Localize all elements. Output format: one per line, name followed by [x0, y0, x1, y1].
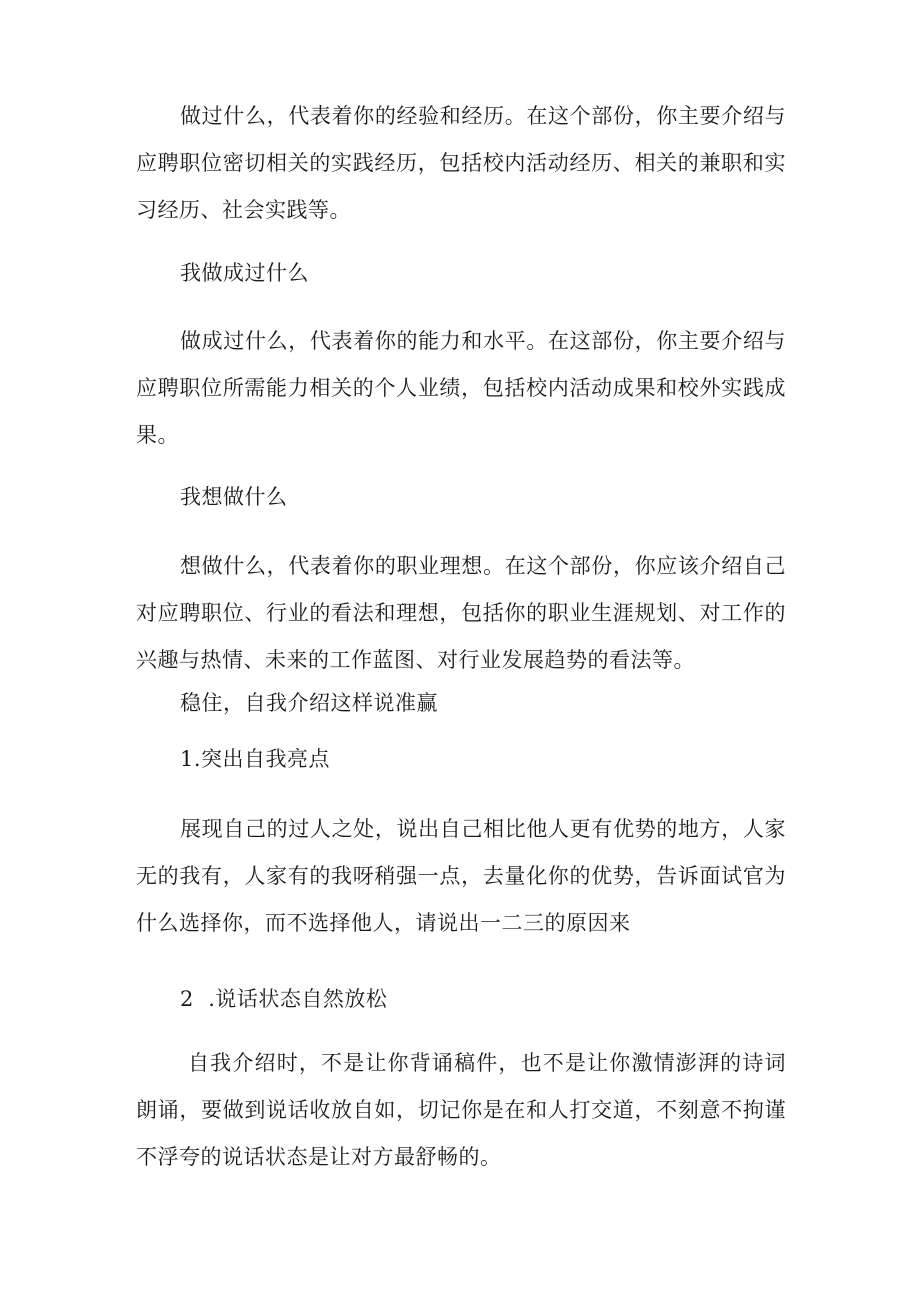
paragraph-achievements: 做成过什么，代表着你的能力和水平。在这部份，你主要介绍与应聘职位所需能力相关的个人业绩，包括校内活动成果和校外实践成果。: [136, 329, 786, 447]
heading-relaxed-speech: 2 .说话状态自然放松: [180, 987, 388, 1011]
heading-intro-tips: 稳住，自我介绍这样说准赢: [180, 691, 438, 715]
heading-highlights: 1.突出自我亮点: [180, 747, 331, 771]
paragraph-aspirations: 想做什么，代表着你的职业理想。在这个部份，你应该介绍自己对应聘职位、行业的看法和理想，包括你的职业生涯规划、对工作的兴趣与热情、未来的工作蓝图、对行业发展趋势的看法等。: [136, 554, 786, 672]
paragraph-highlights: 展现自己的过人之处，说出自己相比他人更有优势的地方，人家无的我有，人家有的我呀稍强一点，去量化你的优势，告诉面试官为什么选择你，而不选择他人，请说出一二三的原因来: [136, 817, 786, 935]
paragraph-experience: 做过什么，代表着你的经验和经历。在这个部份，你主要介绍与应聘职位密切相关的实践经历，包括校内活动经历、相关的兼职和实习经历、社会实践等。: [136, 104, 786, 222]
heading-aspirations: 我想做什么: [180, 485, 288, 509]
paragraph-relaxed-speech: 自我介绍时，不是让你背诵稿件，也不是让你激情澎湃的诗词朗诵，要做到说话收放自如，切记你是在和人打交道，不刻意不拘谨不浮夸的说话状态是让对方最舒畅的。: [136, 1051, 786, 1169]
heading-achievements: 我做成过什么: [180, 261, 309, 285]
